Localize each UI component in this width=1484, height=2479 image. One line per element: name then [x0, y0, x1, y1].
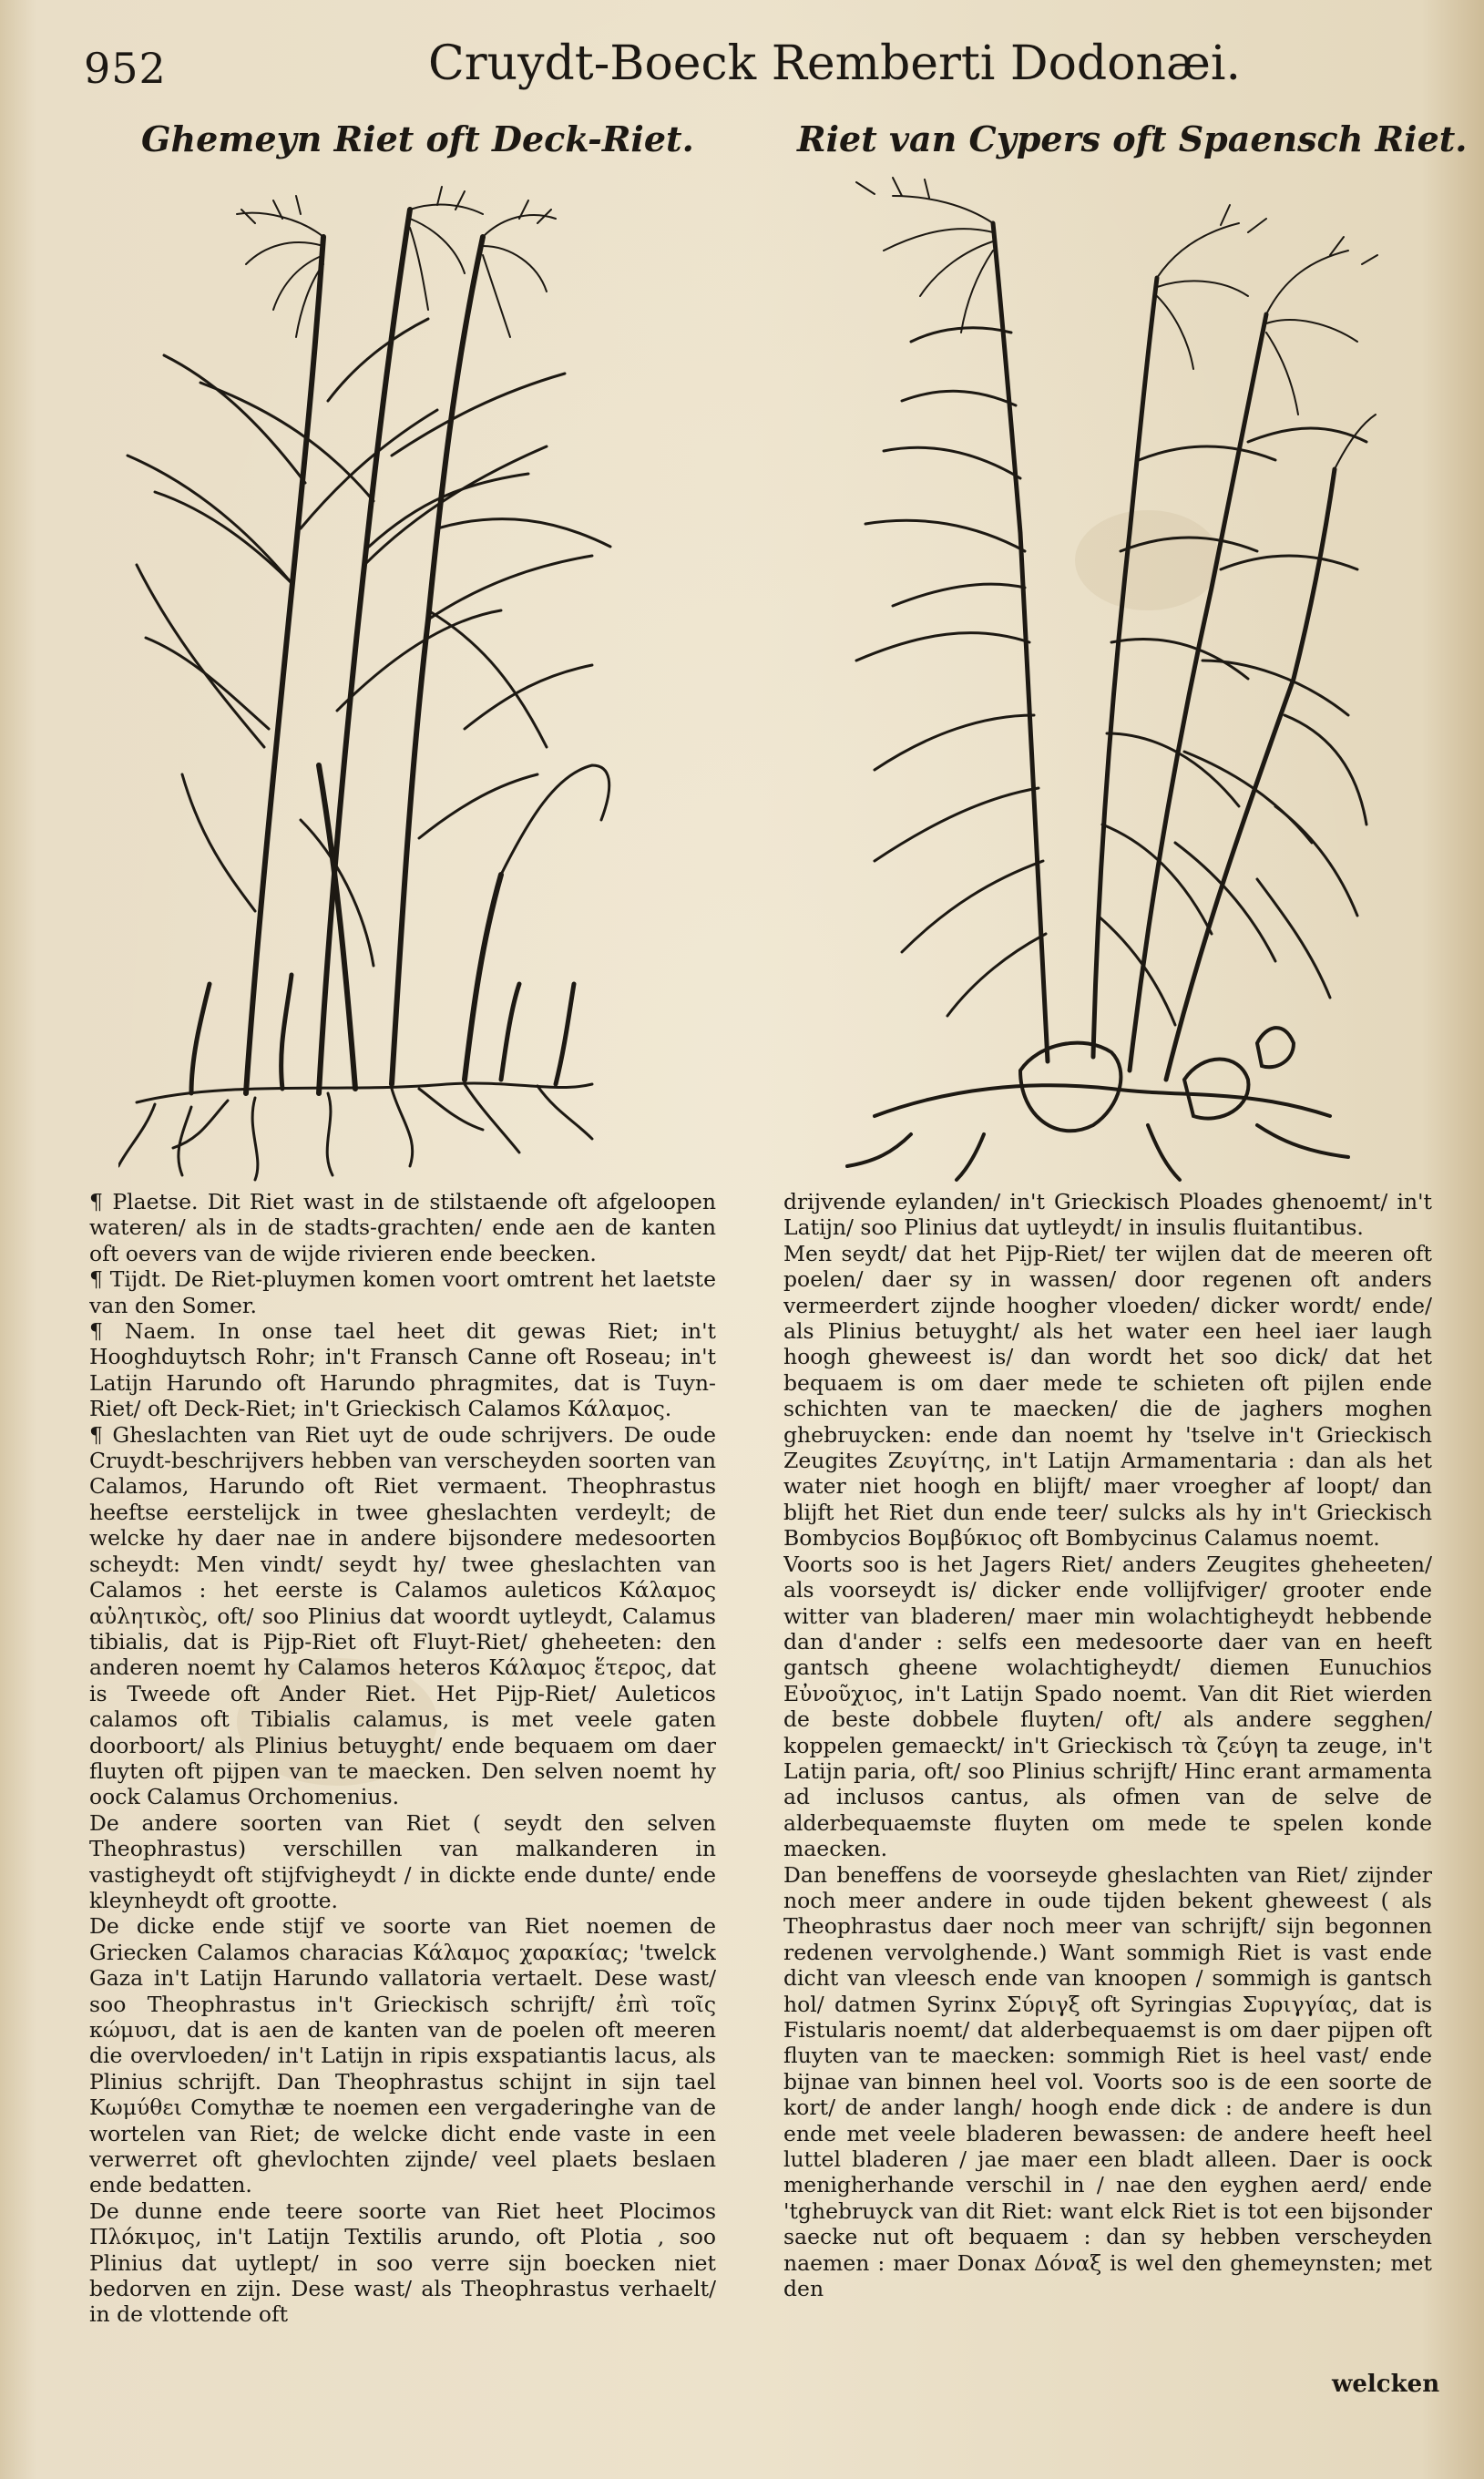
figure-title-spanish-reed: Riet van Cypers oft Spaensch Riet.: [797, 118, 1468, 159]
paragraph-hunters-reed: Voorts soo is het Jagers Riet/ anders Zeugites gheheeten/ als voorseydt is/ dicker ende vollijfviger/ grooter ende witter van bladeren/ maer min wolachtigheydt hebbende dan d'ander : selfs een medesoorte daer van en heeft gantsch gheene wolachtigheydt/ diemen Eunuchios Εὐνοῦχιος, in't Latijn Spado noemt. Van dit Riet wierden de beste dobbele fluyten/ oft/ als andere segghen/ koppelen gemaeckt/ in't Grieckisch τὰ ζεύγη ta zeuge, in't Latijn paria, oft/ soo Plinius schrijft/ Hinc erant armamenta ad inclusos cantus, als ofmen van de selve de alderbequaemste fluyten om mede te spelen konde maecken.: [783, 1551, 1432, 1862]
paragraph-floating-islands: drijvende eylanden/ in't Grieckisch Ploades ghenoemt/ in't Latijn/ soo Plinius dat uytleydt/ in insulis fluitantibus.: [783, 1189, 1432, 1241]
catchword: welcken: [1332, 2371, 1440, 2398]
page-number: 952: [84, 44, 167, 93]
left-text-column: [89, 1189, 716, 2410]
paragraph-kinds: ¶ Gheslachten van Riet uyt de oude schrijvers. De oude Cruydt-beschrijvers hebben van verscheyden soorten van Calamos, Harundo oft Riet vermaent. Theophrastus heeftse eerstelijck in twee gheslachten verdeylt; de welcke hy daer nae in andere bijsondere medesoorten scheydt: Men vindt/ seydt hy/ twee gheslachten van Calamos : het eerste is Calamos auleticos Κάλαμος αὐλητικὸς, oft/ soo Plinius dat woordt uytleydt, Calamus tibialis, dat is Pijp-Riet oft Fluyt-Riet/ gheheeten: den anderen noemt hy Calamos heteros Κάλαμος ἕτερος, dat is Tweede oft Ander Riet. Het Pijp-Riet/ Auleticos calamos oft Tibialis calamus, is met veele gaten doorboort/ als Plinius betuyght/ ende bequaem om daer fluyten oft pijpen van te maecken. Den selven noemt hy oock Calamus Orchomenius.: [89, 1421, 716, 1810]
reed-woodcut-illustration: [118, 182, 701, 1184]
paragraph-name: ¶ Naem. In onse tael heet dit gewas Riet; in't Hooghduytsch Rohr; in't Fransch Canne oft Roseau; in't Latijn Harundo oft Harundo phragmites, dat is Tuyn-Riet/ oft Deck-Riet; in't Grieckisch Calamos Κάλαμος.: [89, 1318, 716, 1422]
paragraph-place: ¶ Plaetse. Dit Riet wast in de stilstaende oft afgeloopen wateren/ als in de stadts-grachten/ ende aen de kanten oft oevers van de wijde rivieren ende beecken.: [89, 1189, 716, 1266]
paragraph-thick-kind: De dicke ende stijf ve soorte van Riet noemen de Griecken Calamos characias Κάλαμος χαρακίας; 'twelck Gaza in't Latijn Harundo vallatoria vertaelt. Dese wast/ soo Theophrastus in't Grieckisch schrijft/ ἐπὶ τοῖς κώμυσι, dat is aen de kanten van de poelen oft meeren die overvloeden/ in't Latijn in ripis exspatiantis lacus, als Plinius schrijft. Dan Theophrastus schijnt in sijn tael Κωμύθει Comythæ te noemen een vergaderinghe van de wortelen van Riet; de welcke dicht ende vaste in een verwerret oft ghevlochten zijnde/ veel plaets beslaen ende bedatten.: [89, 1913, 716, 2198]
right-text-column: [783, 1189, 1432, 2410]
spanish-reed-woodcut-illustration: [820, 169, 1385, 1184]
paragraph-thin-kind: De dunne ende teere soorte van Riet heet Plocimos Πλόκιμος, in't Latijn Textilis arundo, oft Plotia , soo Plinius dat uytlept/ in soo verre sijn boecken niet bedorven en zijn. Dese wast/ als Theophrastus verhaelt/ in de vlottende oft: [89, 2197, 716, 2328]
paragraph-time: ¶ Tijdt. De Riet-pluymen komen voort omtrent het laetste van den Somer.: [89, 1266, 716, 1318]
running-head: Cruydt-Boeck Remberti Dodonæi.: [428, 36, 1242, 91]
paragraph-other-kinds: De andere soorten van Riet ( seydt den selven Theophrastus) verschillen van malkanderen in vastigheydt oft stijfvigheydt / in dickte ende dunte/ ende kleynheydt oft grootte.: [89, 1809, 716, 1913]
paragraph-pipe-reed: Men seydt/ dat het Pijp-Riet/ ter wijlen dat de meeren oft poelen/ daer sy in wassen/ door regenen oft anders vermeerdert zijnde hoogher vloeden/ dicker wordt/ ende/ als Plinius betuyght/ als het water een heel iaer laugh hoogh gheweest is/ dan wordt het soo dick/ dat het bequaem is om daer mede te schieten oft pijlen ende schichten van te maecken/ die de jaghers moghen ghebruycken: ende dan noemt hy 'tselve in't Grieckisch Zeugites Ζευγίτης, in't Latijn Armamentaria : dan als het water niet hoogh en blijft/ maer vroegher af loopt/ dan blijft het Riet dun ende teer/ sulcks als hy in't Grieckisch Bombycios Βομβύκιος oft Bombycinus Calamus noemt.: [783, 1240, 1432, 1552]
paragraph-other-reeds: Dan beneffens de voorseyde gheslachten van Riet/ zijnder noch meer andere in oude tijden bekent gheweest ( als Theophrastus daer noch meer van schrijft/ sijn begonnen redenen vervolghende.) Want sommigh Riet is vast ende dicht van vleesch ende van knoopen / sommigh is gantsch hol/ datmen Syrinx Σύριγξ oft Syringias Συριγγίας, dat is Fistularis noemt/ dat alderbequaemst is om daer pijpen oft fluyten van te maecken: sommigh Riet is heel vast/ ende bijnae van binnen heel vol. Voorts soo is de een soorte de kort/ de ander langh/ hoogh ende dick : de andere is dun ende met veele bladeren bewassen: de andere heeft heel luttel bladeren / jae maer een bladt alleen. Daer is oock menigherhande verschil in / nae den eyghen aerd/ ende 'tghebruyck van dit Riet: want elck Riet is tot een bijsonder saecke nut oft bequaem : dan sy hebben verscheyden naemen : maer Donax Δόναξ is wel den ghemeynsten; met den: [783, 1861, 1432, 2302]
figure-title-common-reed: Ghemeyn Riet oft Deck-Riet.: [141, 118, 694, 159]
